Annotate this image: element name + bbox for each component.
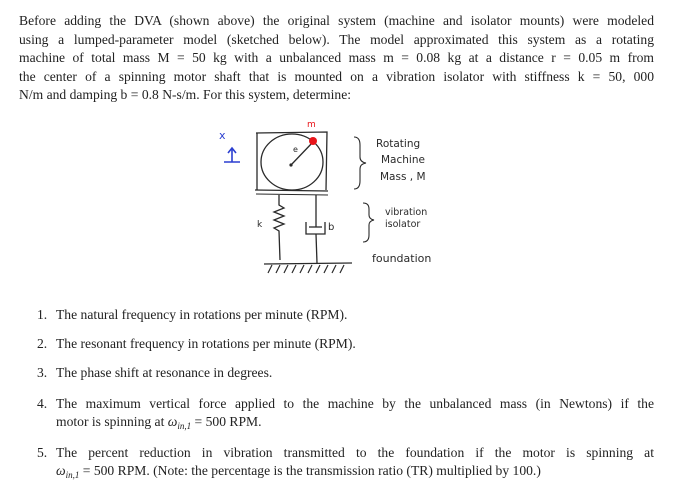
ground-icon <box>264 263 352 273</box>
intro-line-5: N/m and damping b = 0.8 N-s/m. For this system, determine: <box>19 87 351 103</box>
intro-line-2: using a lumped-parameter model (sketched below). The model approximated this system as a rotating <box>19 31 654 47</box>
unbalanced-mass-dot-icon <box>309 137 317 145</box>
isolator-label-line-2: isolator <box>385 219 421 230</box>
question-number: 5. <box>37 445 48 460</box>
question-number: 1. <box>37 307 48 322</box>
damper-label: b <box>328 222 335 233</box>
machine-label-line-2: Machine <box>381 154 425 166</box>
question-text: The phase shift at resonance in degrees. <box>56 365 273 380</box>
unbalanced-mass-label: m <box>307 120 316 130</box>
question-text-line-2: motor is spinning at $\omega_{in,1} = 500$ RPM. <box>56 414 262 432</box>
question-number: 2. <box>37 336 48 351</box>
shaft-center-icon <box>289 163 292 166</box>
brace-machine-icon <box>354 137 366 189</box>
machine-label-line-1: Rotating <box>376 138 421 150</box>
question-number: 4. <box>37 396 48 411</box>
foundation-label: foundation <box>372 252 432 265</box>
radius-label: e <box>293 145 298 154</box>
system-sketch <box>200 105 480 280</box>
question-text: The natural frequency in rotations per minute (RPM). <box>56 307 348 322</box>
intro-line-4: the center of a spinning motor shaft that is mounted on a vibration isolator with stiffness k = 50, 000 <box>19 68 654 84</box>
question-number: 3. <box>37 365 48 380</box>
intro-line-3: machine of total mass M = 50 kg with a unbalanced mass m = 0.08 kg at a distance r = 0.05 m from <box>19 50 654 66</box>
question-text: The resonant frequency in rotations per minute (RPM). <box>56 336 356 351</box>
mass-spring-damper-diagram <box>200 105 480 280</box>
displacement-label: x <box>219 129 226 142</box>
damper-icon <box>306 195 325 263</box>
displacement-arrow-icon <box>224 148 240 162</box>
problem-statement <box>19 12 654 105</box>
machine-label-line-3: Mass , M <box>380 171 426 183</box>
question-text-line-1: The maximum vertical force applied to the machine by the unbalanced mass (in Newtons) if the <box>56 396 654 411</box>
isolator-label-line-1: vibration <box>385 207 428 218</box>
intro-line-1: Before adding the DVA (shown above) the original system (machine and isolator mounts) were modeled <box>19 13 654 28</box>
spring-icon <box>274 195 284 260</box>
spring-label: k <box>257 220 263 230</box>
brace-isolator-icon <box>363 203 374 242</box>
question-text-line-2: $\omega_{in,1} = 500$ RPM. (Note: the percentage is the transmission ratio (TR) multiplied by 100.) <box>56 463 541 481</box>
question-text-line-1: The percent reduction in vibration transmitted to the foundation if the motor is spinning at <box>56 445 654 460</box>
